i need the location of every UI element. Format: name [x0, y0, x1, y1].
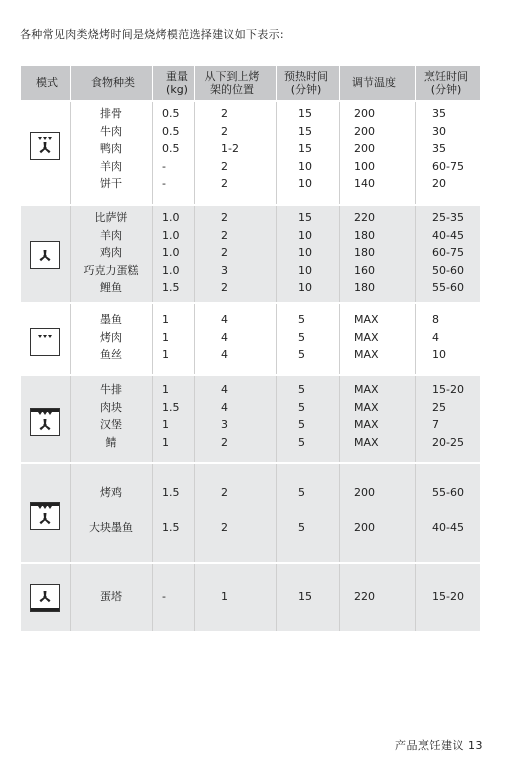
food-cell [71, 209, 151, 297]
table-row-value: 7 [432, 418, 439, 431]
table-row-value: 35 [432, 107, 446, 120]
oven-bottom-fan-icon [30, 584, 60, 612]
table-row-value: - [162, 590, 166, 603]
table-row-value: 40-45 [432, 521, 464, 534]
oven-top-grill-fan-icon [30, 132, 60, 160]
position-cell [221, 209, 241, 297]
header-weight: 重量 (kg) [166, 70, 188, 96]
table-row-value: 4 [221, 400, 228, 414]
table-row-value: 10 [432, 348, 446, 361]
table-row-value: 5 [298, 418, 305, 431]
mode-group [21, 100, 480, 204]
table-row-value: - [162, 159, 166, 173]
mode-group [21, 374, 480, 462]
table-row-value: 180 [354, 281, 375, 294]
weight-cell [162, 209, 192, 297]
table-row-value: 15 [298, 107, 312, 120]
table-row-value: MAX [354, 418, 379, 431]
table-row-value: 1 [162, 348, 169, 361]
table-row-value: 10 [298, 281, 312, 294]
table-row-value: 2 [221, 486, 228, 499]
table-row-value: 1.5 [162, 486, 180, 499]
table-row-value: 鸡肉 [100, 246, 122, 259]
mode-group [21, 562, 480, 631]
table-row-value: 鸭肉 [100, 142, 122, 155]
table-row-value: 烤肉 [100, 330, 122, 344]
table-row-value: 25 [432, 400, 446, 414]
temp-cell [354, 588, 394, 606]
mode-group [21, 302, 480, 374]
food-cell [71, 484, 151, 537]
oven-full-grill-fan-icon [30, 408, 60, 436]
table-row-value: 140 [354, 177, 375, 190]
table-row-value: 15 [298, 142, 312, 155]
oven-fan-icon [30, 241, 60, 269]
table-row-value: 220 [354, 211, 375, 224]
temp-cell [354, 484, 394, 537]
table-row-value: 15-20 [432, 590, 464, 603]
table-row-value: 1 [162, 418, 169, 431]
weight-cell [162, 588, 192, 606]
table-row-value: 鲭 [105, 435, 117, 449]
table-row-value: 5 [298, 486, 305, 499]
table-row-value: 1 [162, 330, 169, 344]
table-row-value: 0.5 [162, 107, 180, 120]
table-row-value: 60-75 [432, 159, 464, 173]
header-position: 从下到上烤 架的位置 [204, 70, 260, 96]
table-row-value: 30 [432, 124, 446, 138]
table-row-value: 5 [298, 348, 305, 361]
table-row-value: 1.5 [162, 400, 180, 414]
table-row-value: 55-60 [432, 281, 464, 294]
table-row-value: 220 [354, 590, 375, 603]
temp-cell [354, 311, 394, 364]
cooking-table [21, 66, 480, 631]
table-row-value: 5 [298, 435, 305, 449]
temp-cell [354, 209, 394, 297]
table-row-value: 饼干 [100, 177, 122, 190]
table-row-value: 25-35 [432, 211, 464, 224]
table-row-value: 大块墨鱼 [89, 521, 133, 534]
table-row-value: 2 [221, 281, 228, 294]
table-row-value: - [162, 177, 166, 190]
table-row-value: 烤鸡 [100, 486, 122, 499]
food-cell [71, 311, 151, 364]
table-row-value: 4 [432, 330, 439, 344]
cook-time-cell [432, 311, 472, 364]
cook-time-cell [432, 588, 472, 606]
position-cell [221, 105, 241, 193]
header-cook-time: 烹饪时间 (分钟) [424, 70, 468, 96]
table-row-value: MAX [354, 348, 379, 361]
table-row-value: 100 [354, 159, 375, 173]
header-preheat: 预热时间 (分钟) [284, 70, 328, 96]
table-row-value: 10 [298, 263, 312, 277]
table-row-value: 0.5 [162, 124, 180, 138]
table-row-value: 排骨 [100, 107, 122, 120]
table-row-value: 50-60 [432, 263, 464, 277]
weight-cell [162, 311, 192, 364]
cook-time-cell [432, 484, 472, 537]
table-row-value: 55-60 [432, 486, 464, 499]
table-row-value: MAX [354, 383, 379, 396]
table-row-value: 汉堡 [100, 418, 122, 431]
table-row-value: 牛肉 [100, 124, 122, 138]
table-row-value: 1.0 [162, 211, 180, 224]
table-row-value: MAX [354, 330, 379, 344]
position-cell [221, 381, 241, 451]
table-row-value: 40-45 [432, 228, 464, 242]
table-row-value: 15 [298, 211, 312, 224]
preheat-cell [298, 588, 318, 606]
table-row-value: 羊肉 [100, 228, 122, 242]
preheat-cell [298, 209, 318, 297]
table-row-value: 比萨饼 [94, 211, 128, 224]
table-row-value: 5 [298, 313, 305, 326]
table-row-value: 1.0 [162, 263, 180, 277]
temp-cell [354, 105, 394, 193]
table-row-value: MAX [354, 313, 379, 326]
table-row-value: 1.5 [162, 281, 180, 294]
table-row-value: 1-2 [221, 142, 239, 155]
table-row-value: 2 [221, 435, 228, 449]
mode-group [21, 462, 480, 562]
table-row-value: 4 [221, 348, 228, 361]
table-row-value: 2 [221, 521, 228, 534]
table-row-value: 200 [354, 521, 375, 534]
table-row-value: 35 [432, 142, 446, 155]
table-row-value: 20 [432, 177, 446, 190]
temp-cell [354, 381, 394, 451]
table-row-value: 200 [354, 142, 375, 155]
weight-cell [162, 381, 192, 451]
table-row-value: 5 [298, 400, 305, 414]
table-row-value: 10 [298, 228, 312, 242]
table-row-value: 3 [221, 418, 228, 431]
table-row-value: 鲤鱼 [100, 281, 122, 294]
food-cell [71, 105, 151, 193]
table-row-value: 肉块 [100, 400, 122, 414]
oven-full-grill-fan-icon [30, 502, 60, 530]
table-row-value: 0.5 [162, 142, 180, 155]
position-cell [221, 588, 241, 606]
header-food: 食物种类 [91, 76, 135, 89]
table-row-value: 8 [432, 313, 439, 326]
table-row-value: 5 [298, 330, 305, 344]
table-row-value: 墨鱼 [100, 313, 122, 326]
preheat-cell [298, 484, 318, 537]
weight-cell [162, 484, 192, 537]
header-mode: 模式 [36, 76, 58, 89]
table-row-value: 1 [221, 590, 228, 603]
table-row-value: 200 [354, 486, 375, 499]
cook-time-cell [432, 381, 472, 451]
table-row-value: 200 [354, 124, 375, 138]
table-row-value: 1.5 [162, 521, 180, 534]
table-row-value: 10 [298, 246, 312, 259]
table-row-value: 2 [221, 159, 228, 173]
table-header [21, 66, 480, 100]
table-row-value: 4 [221, 330, 228, 344]
table-row-value: 20-25 [432, 435, 464, 449]
table-row-value: 4 [221, 313, 228, 326]
oven-top-grill-icon [30, 328, 60, 356]
table-row-value: 2 [221, 177, 228, 190]
table-row-value: 1.0 [162, 246, 180, 259]
table-row-value: 1 [162, 435, 169, 449]
table-row-value: MAX [354, 435, 379, 449]
preheat-cell [298, 105, 318, 193]
table-row-value: 1 [162, 383, 169, 396]
table-row-value: 1.0 [162, 228, 180, 242]
header-temp: 调节温度 [352, 76, 396, 89]
preheat-cell [298, 311, 318, 364]
table-row-value: 10 [298, 177, 312, 190]
table-row-value: MAX [354, 400, 379, 414]
table-row-value: 2 [221, 246, 228, 259]
table-row-value: 10 [298, 159, 312, 173]
weight-cell [162, 105, 192, 193]
table-row-value: 180 [354, 228, 375, 242]
table-row-value: 60-75 [432, 246, 464, 259]
intro-text: 各种常见肉类烧烤时间是烧烤模范选择建议如下表示: [20, 28, 284, 41]
table-row-value: 15-20 [432, 383, 464, 396]
table-row-value: 1 [162, 313, 169, 326]
page-footer: 产品烹饪建议 13 [395, 739, 483, 752]
table-row-value: 4 [221, 383, 228, 396]
table-row-value: 3 [221, 263, 228, 277]
food-cell [71, 381, 151, 451]
table-row-value: 巧克力蛋糕 [83, 263, 139, 277]
table-row-value: 牛排 [100, 383, 122, 396]
cook-time-cell [432, 209, 472, 297]
mode-group [21, 204, 480, 302]
table-row-value: 180 [354, 246, 375, 259]
table-row-value: 鱼丝 [100, 348, 122, 361]
position-cell [221, 311, 241, 364]
table-row-value: 5 [298, 521, 305, 534]
food-cell [71, 588, 151, 606]
table-row-value: 15 [298, 124, 312, 138]
table-row-value: 15 [298, 590, 312, 603]
preheat-cell [298, 381, 318, 451]
position-cell [221, 484, 241, 537]
table-row-value: 2 [221, 211, 228, 224]
table-row-value: 5 [298, 383, 305, 396]
table-row-value: 2 [221, 228, 228, 242]
table-row-value: 2 [221, 124, 228, 138]
table-row-value: 160 [354, 263, 375, 277]
cook-time-cell [432, 105, 472, 193]
table-row-value: 200 [354, 107, 375, 120]
table-row-value: 2 [221, 107, 228, 120]
table-row-value: 蛋塔 [100, 590, 122, 603]
table-row-value: 羊肉 [100, 159, 122, 173]
